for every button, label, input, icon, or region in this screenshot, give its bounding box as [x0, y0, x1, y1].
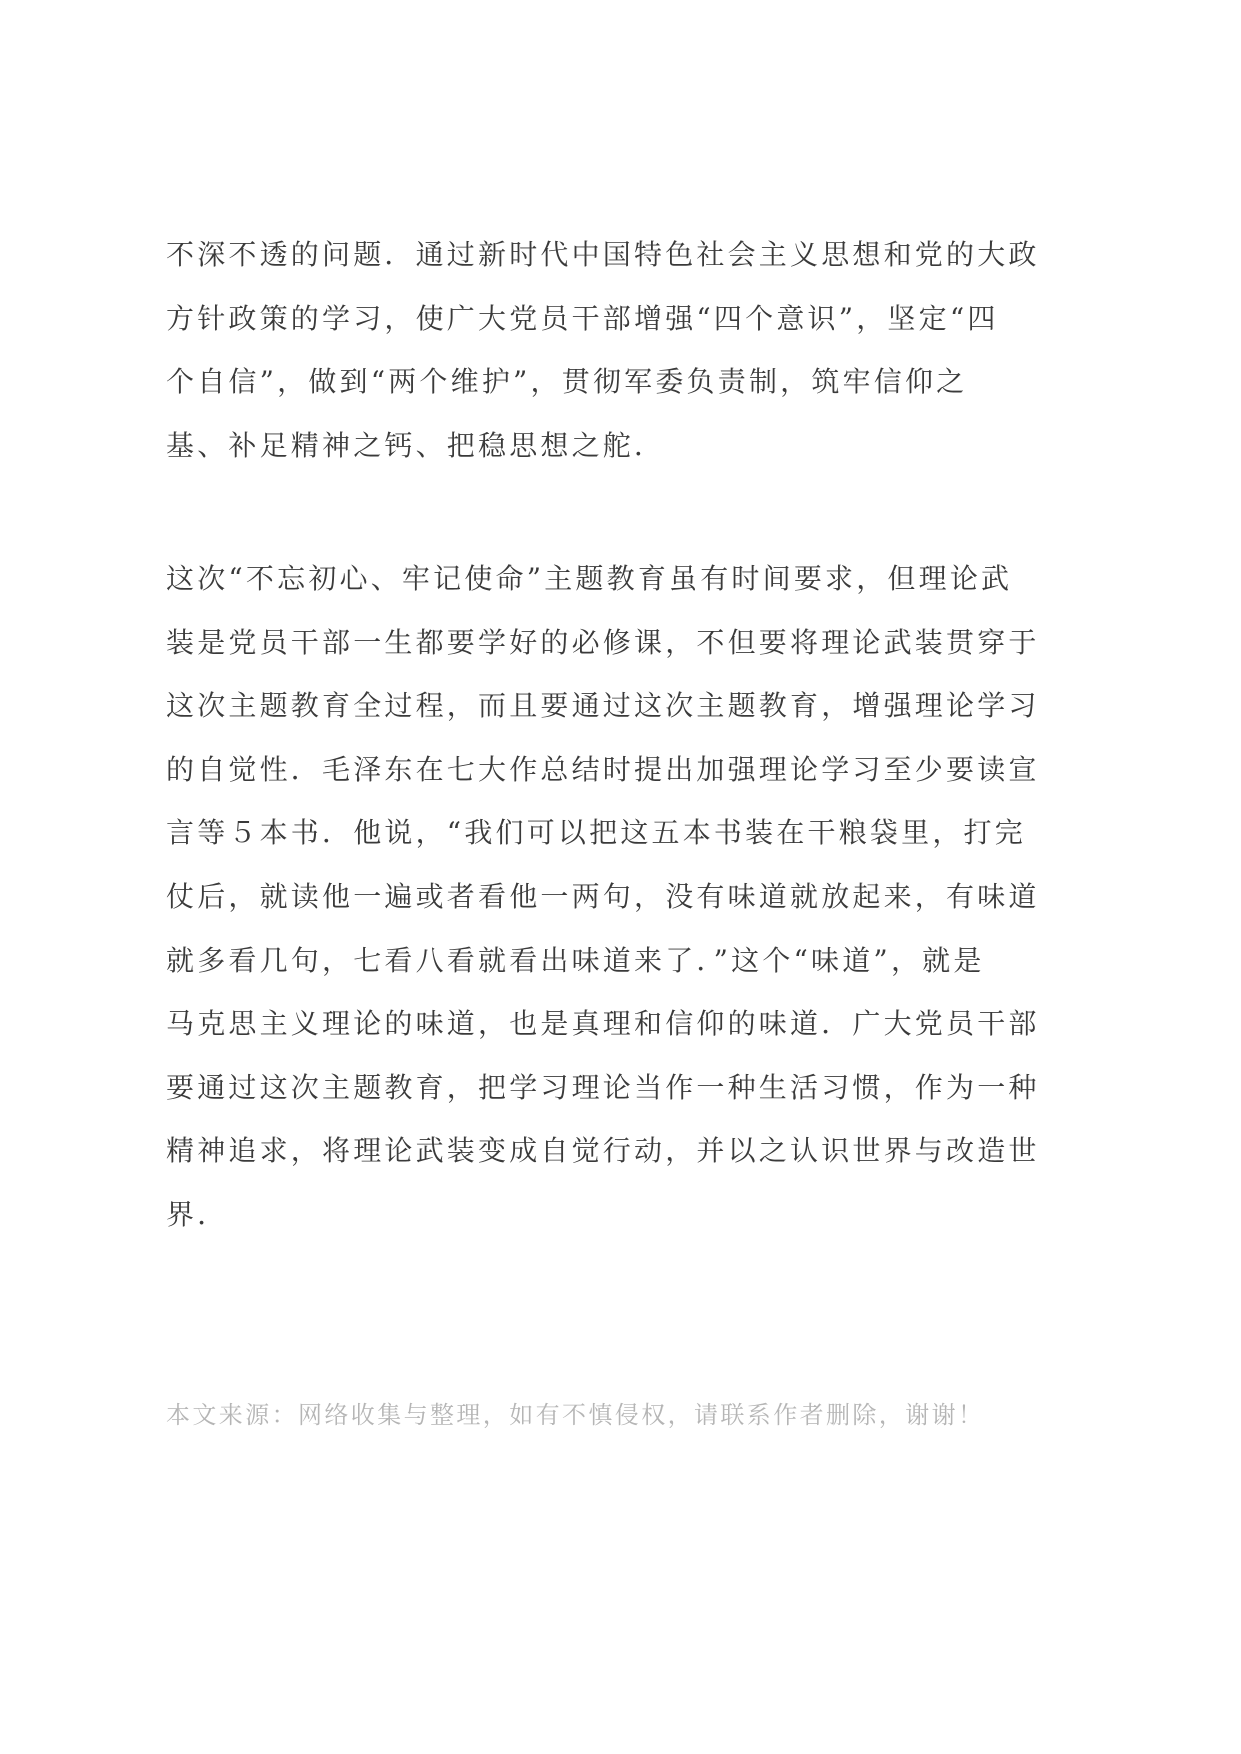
paragraph-line: 不深不透的问题．通过新时代中国特色社会主义思想和党的大政 [166, 238, 1040, 271]
paragraph-line: 的自觉性．毛泽东在七大作总结时提出加强理论学习至少要读宣 [166, 752, 1040, 786]
paragraph-line: 装是党员干部一生都要学好的必修课，不但要将理论武装贯穿于 [166, 625, 1040, 659]
paragraph-line: 基、补足精神之钙、把稳思想之舵． [166, 428, 666, 462]
paragraph-line: 个自信”，做到“两个维护”，贯彻军委负责制，筑牢信仰之 [166, 365, 968, 399]
paragraph-line: 马克思主义理论的味道，也是真理和信仰的味道．广大党员干部 [166, 1007, 1040, 1041]
paragraph-2 [166, 547, 1086, 1247]
paragraph-line: 仗后，就读他一遍或者看他一两句，没有味道就放起来，有味道 [166, 879, 1040, 913]
paragraph-line: 这次主题教育全过程，而且要通过这次主题教育，增强理论学习 [166, 689, 1040, 723]
source-note: 本文来源：网络收集与整理，如有不慎侵权，请联系作者删除，谢谢！ [166, 1401, 985, 1429]
paragraph-line: 要通过这次主题教育，把学习理论当作一种生活习惯，作为一种 [166, 1070, 1040, 1104]
paragraph-line: 界． [166, 1197, 229, 1231]
paragraph-1 [166, 223, 1086, 477]
paragraph-line: 这次“不忘初心、牢记使命”主题教育虽有时间要求，但理论武 [166, 562, 1013, 595]
paragraph-line: 方针政策的学习，使广大党员干部增强“四个意识”，坚定“四 [166, 301, 999, 335]
paragraph-line: 言等５本书．他说，“我们可以把这五本书装在干粮袋里，打完 [166, 816, 1026, 850]
paragraph-line: 就多看几句，七看八看就看出味道来了．”这个“味道”，就是 [166, 943, 985, 977]
paragraph-line: 精神追求，将理论武装变成自觉行动，并以之认识世界与改造世 [166, 1134, 1040, 1168]
